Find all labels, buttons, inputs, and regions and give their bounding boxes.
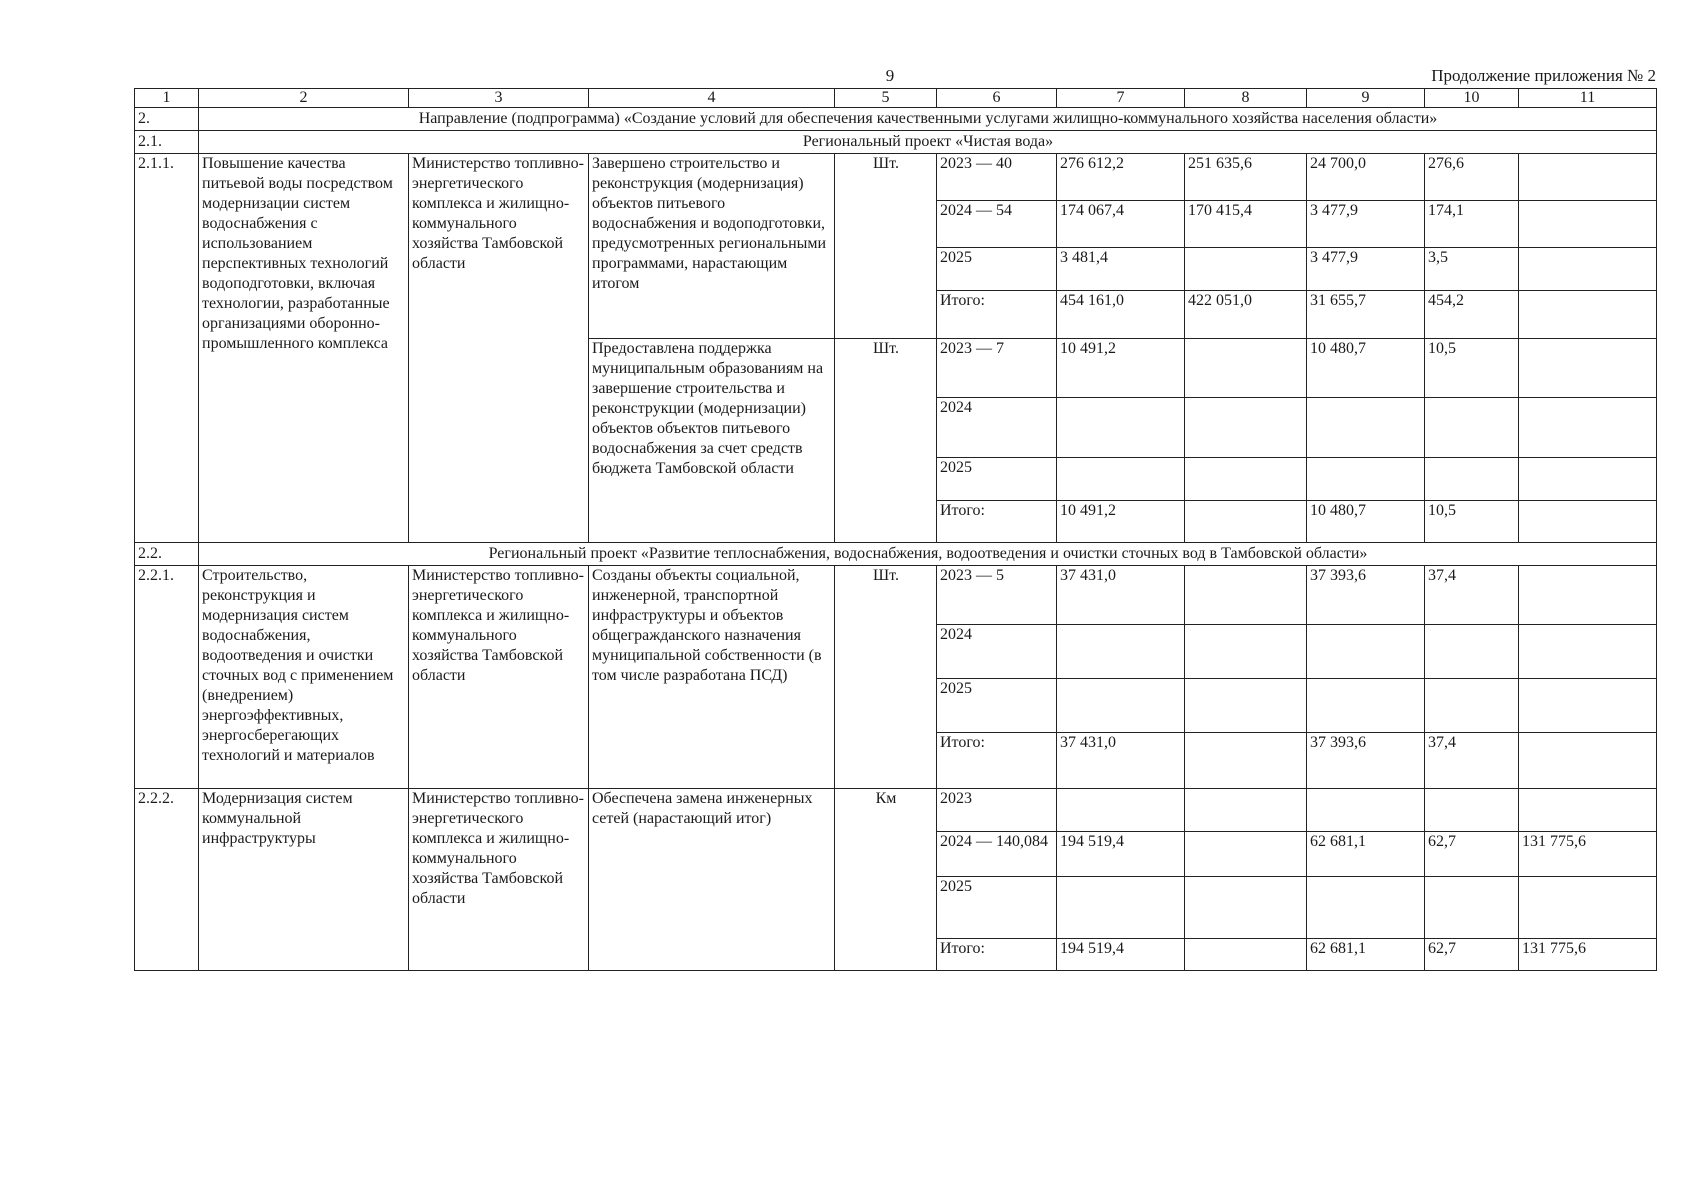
- header-cell: 7: [1057, 89, 1185, 108]
- value-cell: [1307, 789, 1425, 832]
- item-number: 2.2.2.: [135, 789, 199, 971]
- item-result: Обеспечена замена инженерных сетей (нарастающий итог): [589, 789, 835, 971]
- value-cell: [1057, 789, 1185, 832]
- value-cell: [1307, 398, 1425, 458]
- year-cell: 2024: [937, 625, 1057, 679]
- value-cell: 10 491,2: [1057, 339, 1185, 398]
- section-row: [135, 543, 1657, 566]
- value-cell: [1519, 248, 1657, 291]
- item-unit: Шт.: [835, 154, 937, 339]
- section-row: [135, 108, 1657, 131]
- item-name: Модернизация систем коммунальной инфраструктуры: [199, 789, 409, 971]
- year-cell: 2023 — 7: [937, 339, 1057, 398]
- header-cell: 2: [199, 89, 409, 108]
- value-cell: 62 681,1: [1307, 939, 1425, 971]
- item-executor: Министерство топливно-энергетического комплекса и жилищно-коммунального хозяйства Тамбовской области: [409, 789, 589, 971]
- year-cell: 2024: [937, 398, 1057, 458]
- value-cell: 276,6: [1425, 154, 1519, 201]
- item-number: 2.1.1.: [135, 154, 199, 543]
- value-cell: [1425, 625, 1519, 679]
- year-cell: 2025: [937, 877, 1057, 939]
- year-cell: Итого:: [937, 733, 1057, 789]
- value-cell: 31 655,7: [1307, 291, 1425, 339]
- value-cell: 62,7: [1425, 832, 1519, 877]
- year-cell: 2023 — 5: [937, 566, 1057, 625]
- year-cell: Итого:: [937, 939, 1057, 971]
- year-cell: 2025: [937, 679, 1057, 733]
- value-cell: [1185, 789, 1307, 832]
- value-cell: 10 491,2: [1057, 501, 1185, 543]
- value-cell: 251 635,6: [1185, 154, 1307, 201]
- value-cell: 10,5: [1425, 339, 1519, 398]
- value-cell: 170 415,4: [1185, 201, 1307, 248]
- value-cell: [1057, 877, 1185, 939]
- value-cell: [1425, 458, 1519, 501]
- value-cell: 10 480,7: [1307, 501, 1425, 543]
- page-number: 9: [885, 66, 895, 85]
- value-cell: [1425, 789, 1519, 832]
- value-cell: [1185, 501, 1307, 543]
- year-cell: 2024 — 140,084: [937, 832, 1057, 877]
- value-cell: 37 393,6: [1307, 566, 1425, 625]
- year-cell: 2024 — 54: [937, 201, 1057, 248]
- item-result: Завершено строительство и реконструкция (модернизация) объектов питьевого водоснабжения и водоподготовки, предусмотренных региональными программами, нарастающим итогом: [589, 154, 835, 339]
- section-number: 2.1.: [135, 131, 199, 154]
- header-cell: 5: [835, 89, 937, 108]
- value-cell: [1425, 877, 1519, 939]
- value-cell: [1519, 398, 1657, 458]
- table-row: [135, 154, 1657, 201]
- header-cell: 10: [1425, 89, 1519, 108]
- value-cell: [1519, 789, 1657, 832]
- program-table: [134, 88, 1657, 971]
- header-row: [135, 89, 1657, 108]
- year-cell: 2025: [937, 248, 1057, 291]
- value-cell: 454 161,0: [1057, 291, 1185, 339]
- value-cell: 24 700,0: [1307, 154, 1425, 201]
- value-cell: 37,4: [1425, 566, 1519, 625]
- value-cell: 3,5: [1425, 248, 1519, 291]
- item-executor: Министерство топливно-энергетического комплекса и жилищно-коммунального хозяйства Тамбовской области: [409, 154, 589, 543]
- value-cell: [1057, 625, 1185, 679]
- item-unit: Шт.: [835, 566, 937, 789]
- value-cell: [1185, 679, 1307, 733]
- table-row: [135, 789, 1657, 832]
- item-name: Повышение качества питьевой воды посредством модернизации систем водоснабжения с использованием перспективных технологий водоподготовки, включая технологии, разработанные организациями оборонно-промышленного комплекса: [199, 154, 409, 543]
- year-cell: Итого:: [937, 501, 1057, 543]
- year-cell: 2023 — 40: [937, 154, 1057, 201]
- item-name: Строительство, реконструкция и модернизация систем водоснабжения, водоотведения и очистки сточных вод с применением (внедрением) энергоэффективных, энергосберегающих технологий и материалов: [199, 566, 409, 789]
- value-cell: [1519, 201, 1657, 248]
- value-cell: 131 775,6: [1519, 939, 1657, 971]
- header-cell: 11: [1519, 89, 1657, 108]
- section-title: Направление (подпрограмма) «Создание условий для обеспечения качественными услугами жилищно-коммунального хозяйства населения области»: [199, 108, 1657, 131]
- value-cell: [1519, 625, 1657, 679]
- header-cell: 9: [1307, 89, 1425, 108]
- value-cell: 10,5: [1425, 501, 1519, 543]
- header-cell: 3: [409, 89, 589, 108]
- value-cell: 37 431,0: [1057, 566, 1185, 625]
- value-cell: 276 612,2: [1057, 154, 1185, 201]
- value-cell: 131 775,6: [1519, 832, 1657, 877]
- value-cell: [1519, 458, 1657, 501]
- value-cell: [1185, 398, 1307, 458]
- value-cell: [1185, 733, 1307, 789]
- value-cell: 194 519,4: [1057, 939, 1185, 971]
- value-cell: 10 480,7: [1307, 339, 1425, 398]
- item-unit: Км: [835, 789, 937, 971]
- value-cell: [1307, 679, 1425, 733]
- section-number: 2.: [135, 108, 199, 131]
- header-cell: 4: [589, 89, 835, 108]
- header-cell: 1: [135, 89, 199, 108]
- value-cell: [1185, 458, 1307, 501]
- continuation-label: Продолжение приложения № 2: [1431, 66, 1656, 85]
- value-cell: [1185, 625, 1307, 679]
- item-unit: Шт.: [835, 339, 937, 543]
- header-cell: 6: [937, 89, 1057, 108]
- value-cell: 37,4: [1425, 733, 1519, 789]
- value-cell: [1425, 679, 1519, 733]
- value-cell: [1519, 339, 1657, 398]
- value-cell: [1307, 625, 1425, 679]
- value-cell: [1307, 458, 1425, 501]
- value-cell: [1185, 877, 1307, 939]
- item-number: 2.2.1.: [135, 566, 199, 789]
- section-title: Региональный проект «Развитие теплоснабжения, водоснабжения, водоотведения и очистки сточных вод в Тамбовской области»: [199, 543, 1657, 566]
- value-cell: [1057, 398, 1185, 458]
- section-title: Региональный проект «Чистая вода»: [199, 131, 1657, 154]
- value-cell: 37 393,6: [1307, 733, 1425, 789]
- year-cell: 2025: [937, 458, 1057, 501]
- value-cell: [1307, 877, 1425, 939]
- value-cell: 62 681,1: [1307, 832, 1425, 877]
- value-cell: [1519, 566, 1657, 625]
- item-result: Созданы объекты социальной, инженерной, транспортной инфраструктуры и объектов общегражданского назначения муниципальной собственности (в том числе разработана ПСД): [589, 566, 835, 789]
- value-cell: 62,7: [1425, 939, 1519, 971]
- value-cell: 37 431,0: [1057, 733, 1185, 789]
- item-executor: Министерство топливно-энергетического комплекса и жилищно-коммунального хозяйства Тамбовской области: [409, 566, 589, 789]
- value-cell: [1425, 398, 1519, 458]
- value-cell: [1185, 939, 1307, 971]
- table-row: [135, 566, 1657, 625]
- value-cell: [1519, 733, 1657, 789]
- value-cell: 3 481,4: [1057, 248, 1185, 291]
- value-cell: 422 051,0: [1185, 291, 1307, 339]
- year-cell: 2023: [937, 789, 1057, 832]
- value-cell: 174,1: [1425, 201, 1519, 248]
- value-cell: [1519, 291, 1657, 339]
- section-row: [135, 131, 1657, 154]
- value-cell: 454,2: [1425, 291, 1519, 339]
- item-result: Предоставлена поддержка муниципальным образованиям на завершение строительства и реконструкции (модернизации) объектов объектов питьевого водоснабжения за счет средств бюджета Тамбовской области: [589, 339, 835, 543]
- value-cell: [1057, 458, 1185, 501]
- value-cell: [1519, 154, 1657, 201]
- value-cell: [1185, 339, 1307, 398]
- value-cell: 3 477,9: [1307, 248, 1425, 291]
- value-cell: 3 477,9: [1307, 201, 1425, 248]
- year-cell: Итого:: [937, 291, 1057, 339]
- section-number: 2.2.: [135, 543, 199, 566]
- value-cell: 174 067,4: [1057, 201, 1185, 248]
- value-cell: [1185, 248, 1307, 291]
- value-cell: [1185, 566, 1307, 625]
- header-cell: 8: [1185, 89, 1307, 108]
- value-cell: [1519, 877, 1657, 939]
- value-cell: [1185, 832, 1307, 877]
- value-cell: [1057, 679, 1185, 733]
- value-cell: 194 519,4: [1057, 832, 1185, 877]
- value-cell: [1519, 679, 1657, 733]
- value-cell: [1519, 501, 1657, 543]
